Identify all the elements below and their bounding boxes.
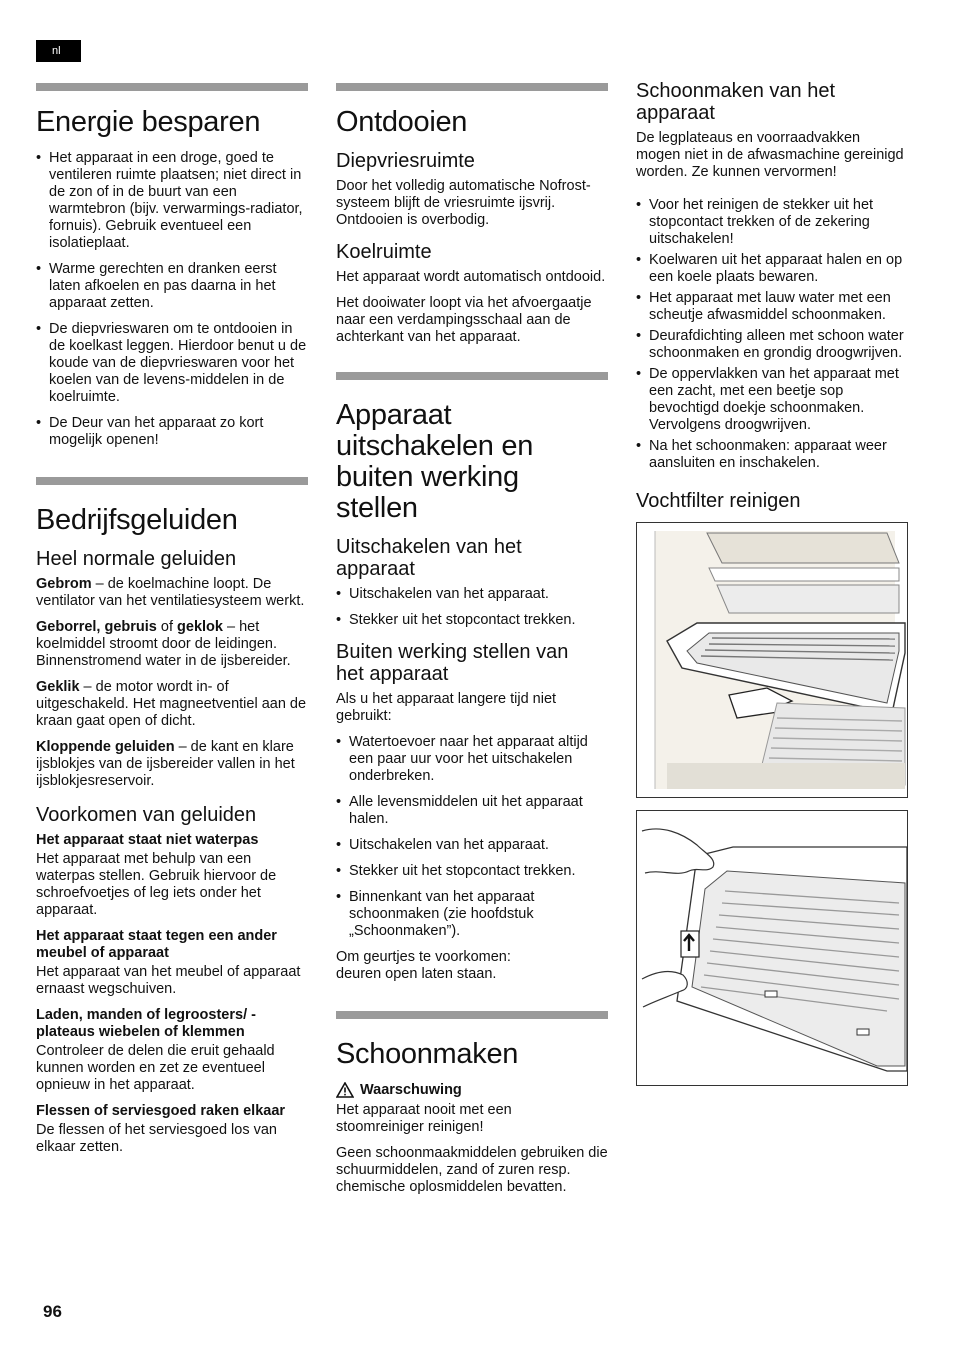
list-item: • Het apparaat met lauw water met een scheutje afwasmiddel schoonmaken.	[636, 290, 908, 324]
subheading: Voorkomen van geluiden	[36, 804, 257, 826]
list-item: • Uitschakelen van het apparaat.	[336, 837, 608, 854]
paragraph: Controleer de delen die eruit gehaald kunnen worden en zet ze eventueel opnieuw in het apparaat.	[36, 1043, 275, 1093]
list-item: • Stekker uit het stopcontact trekken.	[336, 612, 608, 629]
text: – de motor wordt in- of uitgeschakeld. Het magneetventiel aan de kraan gaat open of dicht.	[36, 679, 307, 729]
list-item: • De diepvrieswaren om te ontdooien in de koelkast leggen. Hierdoor benut u de koude van de diepvrieswaren voor het koelen van de levens-middelen in de koelruimte.	[36, 321, 308, 406]
list-item: • Alle levensmiddelen uit het apparaat halen.	[336, 794, 608, 828]
paragraph: Het apparaat wordt automatisch ontdooid.	[336, 269, 606, 285]
energie-list	[36, 150, 308, 449]
minor-heading: Flessen of serviesgoed raken elkaar	[36, 1103, 286, 1119]
term: Geborrel, gebruis	[36, 619, 157, 635]
subheading: Diepvriesruimte	[336, 150, 475, 172]
term: Kloppende geluiden	[36, 739, 175, 755]
subheading: Vochtfilter reinigen	[636, 490, 801, 512]
list-item: • Koelwaren uit het apparaat halen en op een koele plaats bewaren.	[636, 252, 908, 286]
language-tag: nl	[36, 40, 81, 62]
page-number: 96	[43, 1302, 62, 1321]
subheading: Buiten werking stellen van het apparaat	[336, 641, 569, 685]
warning-text: Waarschuwing	[360, 1082, 462, 1098]
list-item: • Uitschakelen van het apparaat.	[336, 586, 608, 603]
uitschakelen-list	[336, 586, 608, 629]
subheading: Heel normale geluiden	[36, 548, 237, 570]
section-title-uitschakelen: Apparaat uitschakelen en buiten werking stellen	[336, 399, 534, 524]
section-title-energie: Energie besparen	[36, 106, 261, 138]
term: Geklik	[36, 679, 80, 695]
list-item: • Deurafdichting alleen met schoon water schoonmaken en grondig droogwrijven.	[636, 328, 908, 362]
term: geklok	[177, 619, 223, 635]
illustration-filter-cover	[636, 810, 908, 1086]
list-item: • De oppervlakken van het apparaat met een zacht, met een beetje sop bevochtigd doekje schoonmaken. Vervolgens droogwrijven.	[636, 366, 908, 434]
warning-icon	[336, 1082, 354, 1098]
list-item: • Warme gerechten en dranken eerst laten afkoelen en pas daarna in het apparaat zetten.	[36, 261, 308, 312]
buiten-werking-list	[336, 734, 608, 940]
paragraph: Het apparaat nooit met een stoomreiniger reinigen!	[336, 1102, 512, 1135]
minor-heading: Laden, manden of legroosters/ -plateaus wiebelen of klemmen	[36, 1007, 256, 1040]
section-rule	[36, 477, 308, 485]
term: Gebrom	[36, 576, 92, 592]
paragraph: Als u het apparaat langere tijd niet gebruikt:	[336, 691, 557, 724]
subheading: Koelruimte	[336, 241, 432, 263]
schoonmaken-list	[636, 197, 908, 472]
paragraph: Het apparaat van het meubel of apparaat ernaast wegschuiven.	[36, 964, 301, 997]
paragraph	[36, 679, 308, 730]
subheading: Uitschakelen van het apparaat	[336, 536, 522, 580]
paragraph: Om geurtjes te voorkomen: deuren open laten staan.	[336, 949, 511, 982]
minor-heading: Het apparaat staat niet waterpas	[36, 832, 259, 848]
warning-label	[336, 1082, 608, 1098]
paragraph: De flessen of het serviesgoed los van elkaar zetten.	[36, 1122, 277, 1155]
paragraph: Door het volledig automatische Nofrost-systeem blijft de vriesruimte ijsvrij. Ontdooien is overbodig.	[336, 178, 591, 228]
list-item: • Na het schoonmaken: apparaat weer aansluiten en inschakelen.	[636, 438, 908, 472]
list-item: • Voor het reinigen de stekker uit het stopcontact trekken of de zekering uitschakelen!	[636, 197, 908, 248]
column-3	[636, 80, 908, 1086]
section-rule	[36, 83, 308, 91]
shelf-removal-illustration	[637, 523, 907, 797]
text: – de koelmachine loopt. De ventilator van het ventilatiesysteem werkt.	[36, 576, 305, 609]
list-item: • Het apparaat in een droge, goed te ventileren ruimte plaatsen; niet direct in de zon of in de buurt van een warmtebron (bijv. verwarmings-radiator, fornuis). Gebruik eventueel een isolatieplaat.	[36, 150, 308, 252]
paragraph	[36, 739, 308, 790]
section-rule	[336, 83, 608, 91]
section-title-ontdooien: Ontdooien	[336, 106, 468, 138]
minor-heading: Het apparaat staat tegen een ander meubel of apparaat	[36, 928, 277, 961]
column-1	[36, 83, 308, 1165]
paragraph	[36, 576, 308, 610]
paragraph: Het dooiwater loopt via het afvoergaatje naar een verdampingsschaal aan de achterkant van het apparaat.	[336, 295, 592, 345]
section-title-bedrijfsgeluiden: Bedrijfsgeluiden	[36, 504, 238, 536]
list-item: • De Deur van het apparaat zo kort mogelijk openen!	[36, 415, 308, 449]
list-item: • Stekker uit het stopcontact trekken.	[336, 863, 608, 880]
subheading: Schoonmaken van het apparaat	[636, 80, 836, 124]
list-item: • Binnenkant van het apparaat schoonmaken (zie hoofdstuk „Schoonmaken”).	[336, 889, 608, 940]
paragraph: Het apparaat met behulp van een waterpas stellen. Gebruik hiervoor de schroefvoetjes of leg iets onder het apparaat.	[36, 851, 277, 918]
text: of	[156, 619, 178, 635]
paragraph: De legplateaus en voorraadvakken mogen niet in de afwasmachine gereinigd worden. Ze kunnen vervormen!	[636, 130, 904, 180]
list-item: • Watertoevoer naar het apparaat altijd een paar uur voor het uitschakelen onderbreken.	[336, 734, 608, 785]
paragraph: Geen schoonmaakmiddelen gebruiken die schuurmiddelen, zand of zuren resp. chemische oplosmiddelen bevatten.	[336, 1145, 608, 1195]
text: – het koelmiddel stroomt door de leidingen. Binnenstromend water in de ijsbereider.	[36, 619, 291, 669]
paragraph	[36, 619, 308, 670]
section-rule	[336, 1011, 608, 1019]
column-2	[336, 83, 608, 1205]
section-rule	[336, 372, 608, 380]
section-title-schoonmaken: Schoonmaken	[336, 1038, 519, 1070]
filter-cleaning-illustration	[637, 811, 907, 1085]
text: – de kant en klare ijsblokjes van de ijsbereider vallen in het ijsblokjesreservoir.	[36, 739, 295, 789]
illustration-fridge-shelf	[636, 522, 908, 798]
